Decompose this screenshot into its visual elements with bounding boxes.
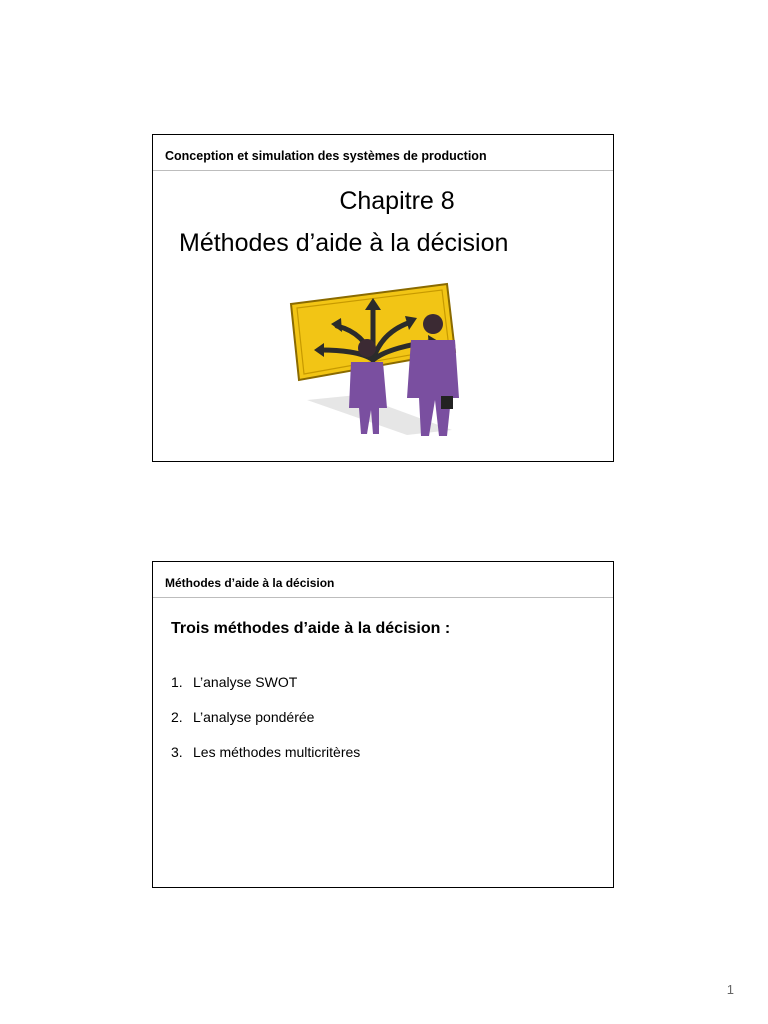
methods-list <box>171 674 360 779</box>
list-item <box>171 674 360 709</box>
section-heading: Trois méthodes d’aide à la décision : <box>171 620 451 637</box>
crossroads-sign-illustration <box>287 280 461 440</box>
list-item-number: 3. <box>171 744 183 760</box>
chapter-subtitle: Méthodes d’aide à la décision <box>179 229 509 257</box>
list-item-number: 1. <box>171 674 183 690</box>
list-item <box>171 744 360 779</box>
chapter-title: Chapitre 8 <box>339 187 455 215</box>
page-number: 1 <box>726 982 734 997</box>
list-item-text: L’analyse pondérée <box>193 709 315 725</box>
slide-chapter-title <box>152 134 614 462</box>
list-item <box>171 709 360 744</box>
list-item-text: L’analyse SWOT <box>193 674 298 690</box>
list-item-text: Les méthodes multicritères <box>193 744 361 760</box>
slide-header: Méthodes d’aide à la décision <box>153 562 613 598</box>
slide-header: Conception et simulation des systèmes de production <box>153 135 613 171</box>
list-item-number: 2. <box>171 709 183 725</box>
slide-methods-list <box>152 561 614 888</box>
